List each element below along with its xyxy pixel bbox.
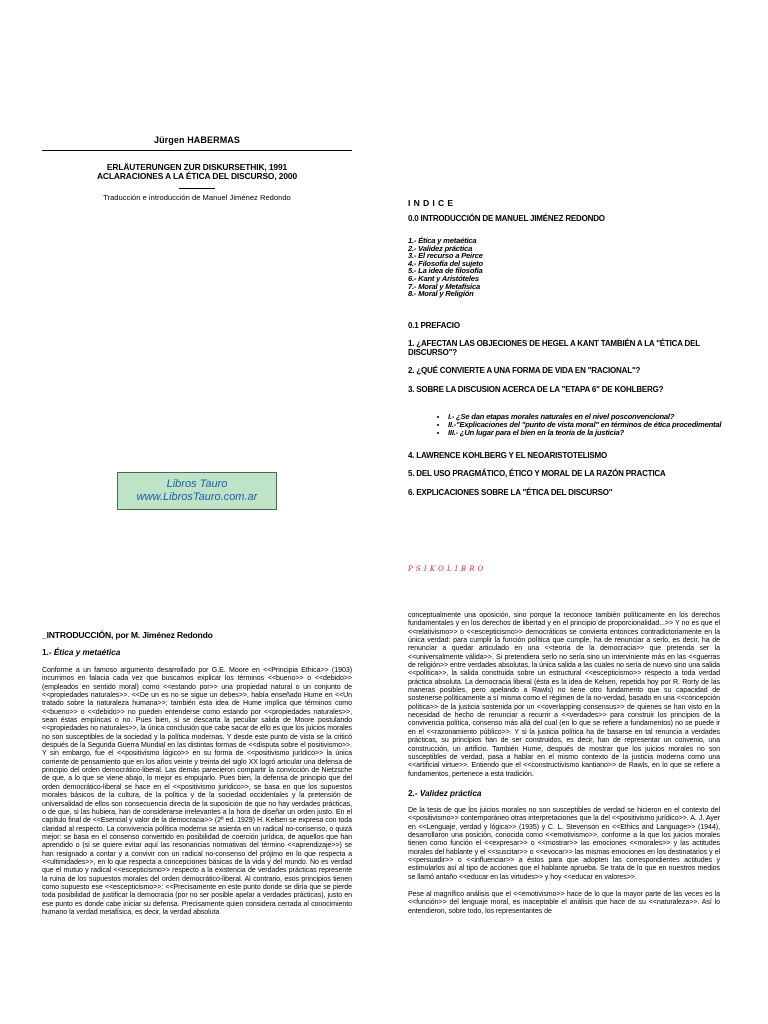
index-section-4[interactable]: 4. LAWRENCE KOHLBERG Y EL NEOARISTOTELISMO xyxy=(408,451,608,460)
index-item[interactable]: 5.- La idea de filosofía xyxy=(408,266,483,276)
right-text-column xyxy=(408,612,720,916)
translator-credit: Traducción e introducción de Manuel Jiménez Redondo xyxy=(103,193,291,202)
index-section-5[interactable]: 5. DEL USO PRAGMÁTICO, ÉTICO Y MORAL DE LA RAZÓN PRACTICA xyxy=(408,469,666,478)
index-item[interactable]: 6.- Kant y Aristóteles xyxy=(408,273,479,283)
index-prefacio[interactable]: 0.1 PREFACIO xyxy=(408,321,460,330)
index-item[interactable]: 3.- El recurso a Peirce xyxy=(408,251,483,261)
section-1-heading xyxy=(42,648,352,657)
section-2-number: 2.- xyxy=(408,788,420,798)
section-1-number: 1.- xyxy=(42,648,54,657)
psikolibro-stamp: PSIKOLIBRO xyxy=(408,565,487,573)
paragraph-2: conceptualmente una oposición, sino porque la reconoce también políticamente en los derechos fundamentales y en los derechos de libertad y en el principio de proporcionalidad...>> Y no es que el <<relativismo>> o <<escepticismo>> democráticos se convierta entonces contradictoriamente en la única verdad: para cumplir la función política que cumple, ha de renunciar a serlo, es decir, ha de renunciar a quedar articulado en una <<teoría de la democracia>> que pretenda ser la <<universalmente válida>>. Si pretendiera serlo no sería sino un interviniente más en las <<guerras de religión>> entre verdades absolutas, la única salida a las cuales no sería de nuevo sino una salida <<política>>, la salida construida sobre un estructural <<escepticismo>> respecto a toda verdad práctica absoluta. La democracia liberal (ésta es la idea de Kelsen, repetida hoy por R. Rorty de las maneras posibles, pero apelando a Rawls) no tiene otro fundamento que su capacidad de sostenerse políticamente a sí misma como el régimen de la no-verdad, basado en una <<concepción política>> de la justicia sostenida por un <<overlapping consensus>> de quienes se han visto en la necesidad de hecho de renunciar a recurrir a <<verdades>> para construir los principios de la convivencia política, consenso más allá del cual (en lo que se refiere a fundamentos) no se puede ir en el <<razonamiento público>>. Y si la justicia política ha de basarse en tal renuncia a verdades prácticas, su principios han de ser construidos, es decir, han de representar un convenio, una construcción, un artificio. También Hume, después de mostrar que los juicios morales no son susceptibles de verdad, pasa a hablar en el mismo contexto de la justicia moderna como una <<artificial virtue>>. Entiendo que el <<constructivismo kantiano>> de Rawls, en lo que se refiere a fundamentos, pertenece a esta tradición. xyxy=(408,612,720,778)
title-line-2: ACLARACIONES A LA ÉTICA DEL DISCURSO, 2000 xyxy=(96,171,298,181)
index-item[interactable]: 4.- Filosofía del sujeto xyxy=(408,258,483,268)
logo-line-2: www.LibrosTauro.com.ar xyxy=(136,491,258,503)
index-item[interactable]: 7.- Moral y Metafísica xyxy=(408,281,480,291)
logo-line-1: Libros Tauro xyxy=(166,478,228,490)
index-intro-list xyxy=(408,237,728,298)
book-title xyxy=(42,163,352,181)
index-intro[interactable]: 0.0 INTRODUCCIÓN DE MANUEL JIMÉNEZ REDONDO xyxy=(408,214,605,223)
author-name: Jürgen HABERMAS xyxy=(153,135,240,145)
introduction-page xyxy=(0,598,768,1024)
index-section-3[interactable]: 3. SOBRE LA DISCUSION ACERCA DE LA "ETAPA 6" DE KOHLBERG? xyxy=(408,385,664,394)
title-line-1: ERLÄUTERUNGEN ZUR DISKURSETHIK, 1991 xyxy=(106,162,288,172)
index-section-3-list xyxy=(408,413,748,438)
index-item[interactable]: 1.- Ética y metaética xyxy=(408,236,477,245)
index-subitem[interactable]: • III.- ¿Un lugar para el bien en la teoría de la justicia? xyxy=(448,429,748,437)
index-subitem[interactable]: • II.-"Explicaciones del "punto de vista moral" en términos de ética procedimental xyxy=(448,421,748,429)
short-divider xyxy=(179,188,215,189)
section-2-heading xyxy=(408,789,720,798)
paragraph-4: Pese al magnífico análisis que el <<emotivismo>> hace de lo que la mayor parte de las veces es la <<función>> del lenguaje moral, es inaceptable el análisis que hace de su <<naturaleza>>. Así lo entendieron, sobre todo, los representantes de xyxy=(408,890,720,915)
libros-tauro-logo[interactable] xyxy=(117,472,277,510)
index-item[interactable]: 8.- Moral y Religión xyxy=(408,289,474,299)
section-1-title: Ética y metaética xyxy=(53,648,121,657)
index-subitem[interactable]: • I.- ¿Se dan etapas morales naturales en el nivel posconvencional? xyxy=(448,413,748,421)
paragraph-1: Conforme a un famoso argumento desarrollado por G.E. Moore en <<Principia Ethica>> (1903) incurrimos en falacia cada vez que buscamos explicar los términos <<bueno>> o <<debido>> (empleados en sentido moral) como <<estando por>> una propiedad natural o un conjunto de <<propiedades naturales>>. <<De un es no se sigue un debes>>, había enseñado Hume en <<Un tratado sobre la naturaleza humana>>; también esta idea de Hume implica que términos como <<bueno>> o <<debido>> no pueden entenderse como estando por <<propiedades naturales>>, sean éstas empíricas o no. Pues bien, si se descarta la peculiar salida de Moore postulando <<propiedades no naturales>>, la única conclusión que cabe sacar de ello es que los juicios morales no son susceptibles de la sociedad y la política modernas. Y desde este punto de vista se la criticó después de la Segunda Guerra Mundial en las distintas formas de <<disputa sobre el positivismo>>. Y sin embargo, fue el <<positivismo lógico>> en su forma de <<positivismo jurídico>> la única corriente de pensamiento que en los años veinte y treinta del siglo XX logró articular una defensa de principio del orden democrático-liberal. Las demás parecieron compartir la convicción de Nietzsche de que, a lo que se viene abajo, lo mejor es empujarlo. Pues bien, la defensa de principio que del orden democrático-liberal se hace en el <<positivismo jurídico>>, se basa en que los supuestos morales básicos de la cultura, de la política y de la sociedad occidentales y la pretensión de universalidad de ellos son consecuencia directa de la suposición de que no hay verdades prácticas, o de que, si las hubiera, han de considerarse irrelevantes a la hora de diseñar un orden justo. En el capítulo final de <<Esencial y valor de la democracia>> (2ª ed. 1929) H. Kelsen se expresa con toda claridad al respecto. La convivencia política moderna se asienta en un radical no-consenso, o quizá mejor: se basa en el consenso convertido en posibilidad de coerción jurídica, de aquellos que han aprendido o (si se quiere evitar aquí las resonancias normativas del término <<aprendizaje>>) se han resignado a contar y a convivir con un radical no-consenso del prójimo en lo que respecta a <<ultimidades>>, en lo que respecta a concepciones básicas de la vida y del mundo. No es verdad que el mutuo y radical <<escepticismo>> respecto a la existencia de verdades prácticas represente la ruina de los supuestos morales del orden democrático-liberal. Al contrario, esos principios tienen como supuesto ese <<escepticismo>>: <<Precisamente en este punto donde se diría que se pierde toda posibilidad de justificar la democracia (por no ser posible apelar a verdades prácticas), justo en ese punto es donde cabe iniciar su defensa. Precisamente quien considera cerrada al conocimiento humano la verdad metafísica, es decir, la verdad absoluta xyxy=(42,667,353,916)
left-text-column xyxy=(42,630,352,917)
paragraph-3: De la tesis de que los juicios morales no son susceptibles de verdad se hicieron en el contexto del <<positivismo>> contemporáneo otras interpretaciones que la del <<positivismo jurídico>>. A. J. Ayer en <<Lenguaje, verdad y lógica>> (1935) y C. L. Stevenson en <<Ethics and Language>> (1944), desarrollaron una posición, conocida como <<emotivismo>>, conforme a la que los juicios morales tienen como función el <<expresar>> o <<mostrar>> las emociones <<morales>> y las actitudes morales del hablante y el <<suscitar>> o <<evocar>> las mismas emociones en los destinatarios y el <<persuadir>> o <<influenciar>> a éstos para que adopten las correspondientes actitudes y estimularlos así al tipo de acciones que el hablante aprueba. Se trata de lo que en nuestros medios se llamó antaño <<educar en las virtudes>> y hoy <<educar en valores>>. xyxy=(408,806,720,881)
section-2-title: Validez práctica xyxy=(419,788,482,798)
index-heading: INDICE xyxy=(408,198,457,208)
index-item[interactable]: 2.- Validez práctica xyxy=(408,243,473,253)
introduction-heading: _INTRODUCCIÓN, por M. Jiménez Redondo xyxy=(42,630,213,640)
title-divider xyxy=(42,150,352,151)
index-section-6[interactable]: 6. EXPLICACIONES SOBRE LA "ÉTICA DEL DISCURSO" xyxy=(408,488,613,497)
index-section-2[interactable]: 2. ¿QUÉ CONVIERTE A UNA FORMA DE VIDA EN "RACIONAL"? xyxy=(408,366,641,375)
index-section-1[interactable]: 1. ¿AFECTAN LAS OBJECIONES DE HEGEL A KANT TAMBIÉN A LA "ÉTICA DEL DISCURSO"? xyxy=(408,339,700,357)
